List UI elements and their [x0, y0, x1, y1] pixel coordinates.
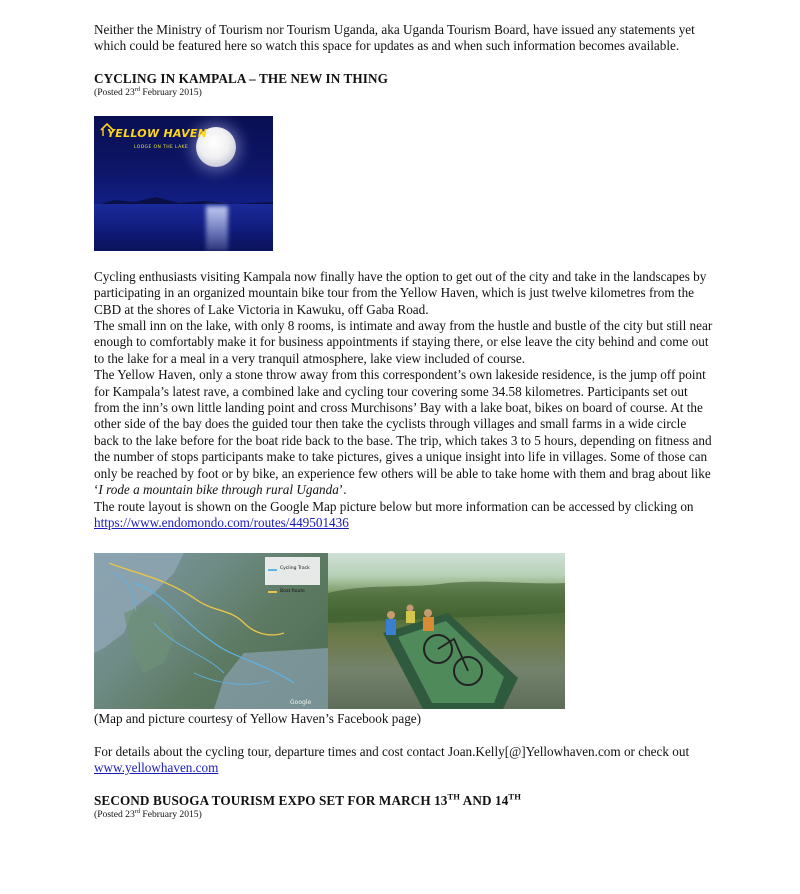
moon-reflection	[206, 206, 228, 251]
google-earth-mark: Google	[290, 699, 312, 707]
photo-row	[94, 553, 565, 709]
photo-caption: (Map and picture courtesy of Yellow Haven’s Facebook page)	[94, 711, 422, 727]
website-link[interactable]: www.yellowhaven.com	[94, 760, 219, 776]
document-page	[94, 22, 714, 821]
paragraph-4: The route layout is shown on the Google Map picture below but more information can be accessed by clicking on https://www.endomondo.com/routes/449501436	[94, 498, 694, 530]
yellow-haven-moon-image	[94, 116, 273, 251]
route-map-image	[94, 553, 328, 709]
article-title-cycling: CYCLING IN KAMPALA – THE NEW IN THING	[94, 70, 388, 86]
map-legend	[265, 557, 320, 594]
legend-boat: Boat Route	[280, 588, 305, 594]
paragraph-2: The small inn on the lake, with only 8 rooms, is intimate and away from the hustle and bustle of the city but still near enough to comfortably make it for business appointments if staying there, or else leave the city behind and come out to the lake for a meal in a very tranquil atmosphere, lake view included of course.	[94, 318, 713, 366]
paragraph-3: The Yellow Haven, only a stone throw away from this correspondent’s own lakeside residence, is the jump off point for Kampala’s latest rave, a combined lake and cycling tour covering some 34.58 kilometres. Participants set out from the inn’s own little landing point and cross Murchisons’ Bay with a lake boat, bikes on board of course. At the other side of the bay does the guided tour then take the cyclists through villages and small farms in a wide circle back to the lake before for the boat ride back to the base. The trip, which takes 3 to 5 hours, depending on fitness and the number of stops participants make to take pictures, gives a unique insight into life in villages. Some of those can only be reached by foot or by bike, an experience few others will be able to take home with them and brag about like ‘I rode a mountain bike through rural Uganda’.	[94, 367, 712, 498]
lake-water	[94, 204, 273, 251]
intro-paragraph: Neither the Ministry of Tourism nor Tourism Uganda, aka Uganda Tourism Board, have issued any statements yet which could be featured here so watch this space for updates as and when such information becomes available.	[94, 22, 695, 54]
boat-with-bikes-photo	[328, 553, 565, 709]
paragraph-1: Cycling enthusiasts visiting Kampala now finally have the option to get out of the city and take in the landscapes by participating in an organized mountain bike tour from the Yellow Haven, which is just twelve kilometres from the CBD at the shores of Lake Victoria in Kawuku, off Gaba Road.	[94, 268, 707, 317]
boat-scene	[328, 553, 565, 709]
posted-date: (Posted 23rd February 2015)	[94, 85, 202, 98]
legend-cycling: Cycling Track	[280, 566, 310, 572]
contact-paragraph: For details about the cycling tour, departure times and cost contact Joan.Kelly[@]Yellowhaven.com or check out www.yellowhaven.com	[94, 743, 690, 776]
posted-date-2: (Posted 23rd February 2015)	[94, 807, 202, 820]
article-title-busoga: SECOND BUSOGA TOURISM EXPO SET FOR MARCH 13TH AND 14TH	[94, 791, 522, 808]
logo-subtext: LODGE ON THE LAKE	[134, 144, 189, 150]
logo-text: YELLOW HAVEN	[107, 126, 208, 140]
route-link[interactable]: https://www.endomondo.com/routes/449501436	[94, 514, 349, 530]
